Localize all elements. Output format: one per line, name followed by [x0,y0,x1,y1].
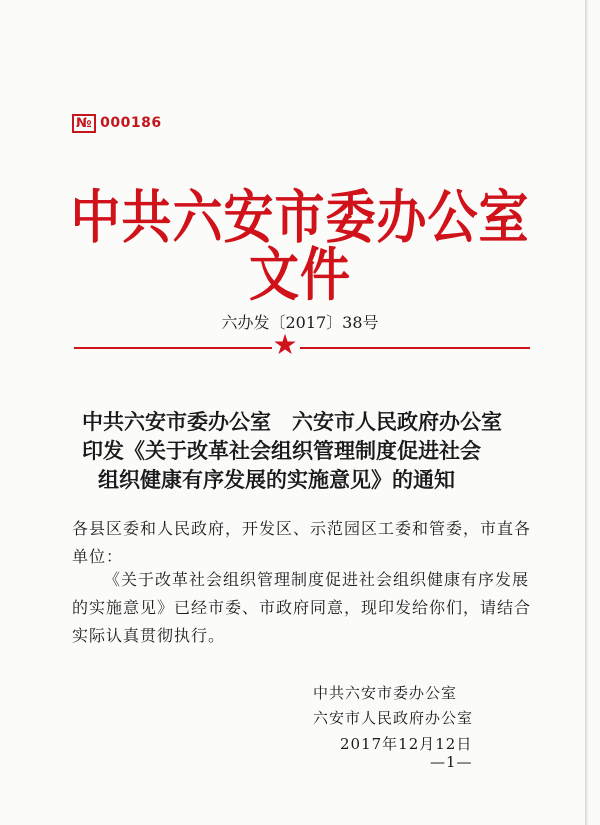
document-number: 六办发〔2017〕38号 [221,313,379,332]
page-edge-shadow [585,0,588,825]
serial-number [72,114,162,133]
red-divider-right [300,347,530,349]
addressee: 各县区委和人民政府，开发区、示范园区工委和管委，市直各单位： [72,519,532,566]
title-line-2: 印发《关于改革社会组织管理制度促进社会 [82,439,481,463]
title-line-3: 组织健康有序发展的实施意见》的通知 [98,468,455,492]
issue-date: 2017年12月12日 [340,735,473,753]
body-paragraph: 《关于改革社会组织管理制度促进社会组织健康有序发展的实施意见》已经市委、市政府同意，现印发给你们，请结合实际认真贯彻执行。 [72,570,532,645]
notice-title [58,408,548,495]
serial-value: 000186 [100,115,162,131]
signatory-party-office: 中共六安市委办公室 [313,684,458,702]
serial-prefix: № [72,114,96,133]
document-masthead: 中共六安市委办公室文件 [70,183,530,309]
title-line-1: 中共六安市委办公室 六安市人民政府办公室 [82,410,502,434]
signatory-government-office: 六安市人民政府办公室 [313,709,474,727]
page-number: —1— [430,753,473,771]
red-divider-left [74,347,272,349]
star-icon: ★ [272,328,298,361]
